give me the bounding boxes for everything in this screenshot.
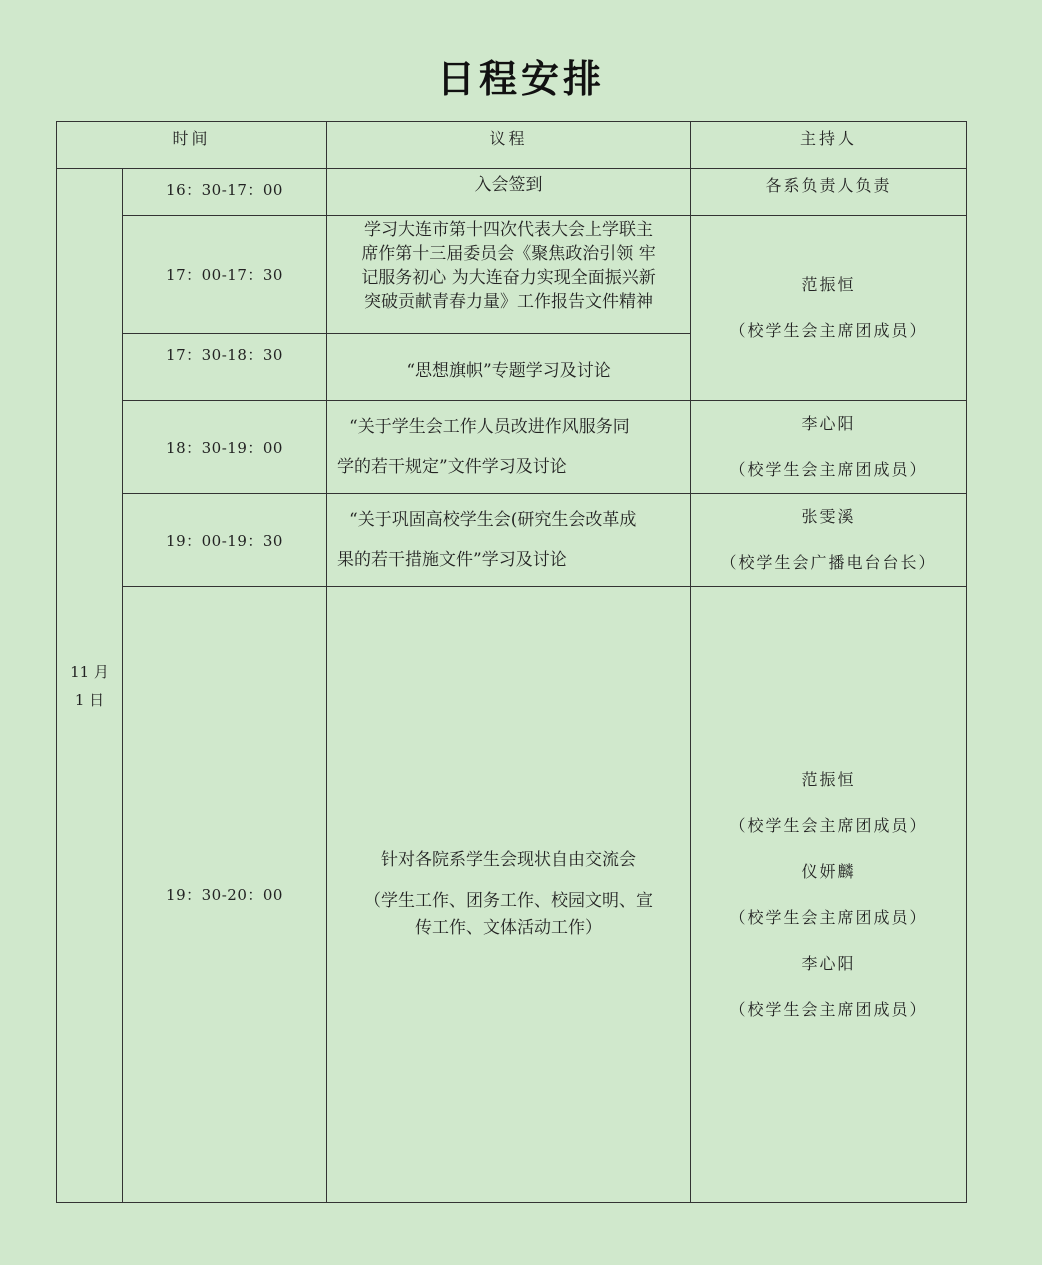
host-cell — [691, 587, 967, 1203]
agenda-line: 学习大连市第十四次代表大会上学联主 — [364, 220, 654, 240]
time-cell: 18：30-19：00 — [123, 401, 327, 494]
host-line: （校学生会广播电台台长） — [720, 553, 937, 572]
host-line: （校学生会主席团成员） — [729, 815, 928, 835]
agenda-cell — [327, 587, 691, 1203]
host-cell — [691, 494, 967, 587]
host-line: （校学生会主席团成员） — [729, 999, 928, 1019]
date-cell — [57, 169, 123, 1203]
page-title: 日程安排 — [436, 57, 605, 101]
agenda-cell — [327, 494, 691, 587]
host-line: （校学生会主席团成员） — [729, 321, 928, 340]
host-line: 李心阳 — [801, 414, 856, 433]
agenda-line: 传工作、文体活动工作） — [415, 918, 603, 938]
date-day: 1 日 — [74, 690, 105, 709]
agenda-line: （学生工作、团务工作、校园文明、宣 — [364, 891, 654, 911]
agenda-line: 果的若干措施文件”学习及讨论 — [337, 550, 567, 570]
table-row — [57, 494, 967, 587]
header-agenda: 议程 — [327, 122, 691, 169]
host-line: 各系负责人负责 — [765, 176, 892, 195]
time-cell: 19：00-19：30 — [123, 494, 327, 587]
header-time: 时间 — [57, 122, 327, 169]
time-cell: 17：00-17：30 — [123, 216, 327, 334]
agenda-line: “思想旗帜”专题学习及讨论 — [406, 361, 611, 381]
agenda-cell — [327, 216, 691, 334]
host-line: 范振恒 — [801, 275, 856, 294]
table-row — [57, 587, 967, 1203]
agenda-line: “关于巩固高校学生会(研究生会改革成 — [349, 510, 637, 530]
agenda-line: 突破贡献青春力量》工作报告文件精神 — [364, 292, 654, 312]
agenda-cell — [327, 334, 691, 401]
agenda-line: 席作第十三届委员会《聚焦政治引领 牢 — [361, 244, 656, 264]
table-row — [57, 216, 967, 334]
host-line: 范振恒 — [801, 769, 856, 789]
agenda-line: 学的若干规定”文件学习及讨论 — [337, 457, 567, 477]
agenda-line: 记服务初心 为大连奋力实现全面振兴新 — [361, 268, 656, 288]
host-line: 张雯溪 — [801, 507, 856, 526]
time-cell: 17：30-18：30 — [123, 334, 327, 401]
agenda-line: “关于学生会工作人员改进作风服务同 — [349, 417, 630, 437]
agenda-line: 入会签到 — [474, 175, 543, 195]
header-row — [57, 122, 967, 169]
time-cell: 19：30-20：00 — [123, 587, 327, 1203]
header-host: 主持人 — [691, 122, 967, 169]
host-line: （校学生会主席团成员） — [729, 907, 928, 927]
host-line: （校学生会主席团成员） — [729, 460, 928, 479]
agenda-cell — [327, 401, 691, 494]
host-cell — [691, 401, 967, 494]
date-month: 11 月 — [70, 662, 109, 681]
time-cell: 16：30-17：00 — [123, 169, 327, 216]
agenda-line: 针对各院系学生会现状自由交流会 — [381, 850, 637, 870]
host-line: 仪妍麟 — [801, 861, 856, 881]
host-cell — [691, 169, 967, 216]
host-cell — [691, 216, 967, 401]
table-row — [57, 169, 967, 216]
host-line: 李心阳 — [801, 953, 856, 973]
table-row — [57, 401, 967, 494]
agenda-cell — [327, 169, 691, 216]
schedule-table — [56, 121, 967, 1203]
